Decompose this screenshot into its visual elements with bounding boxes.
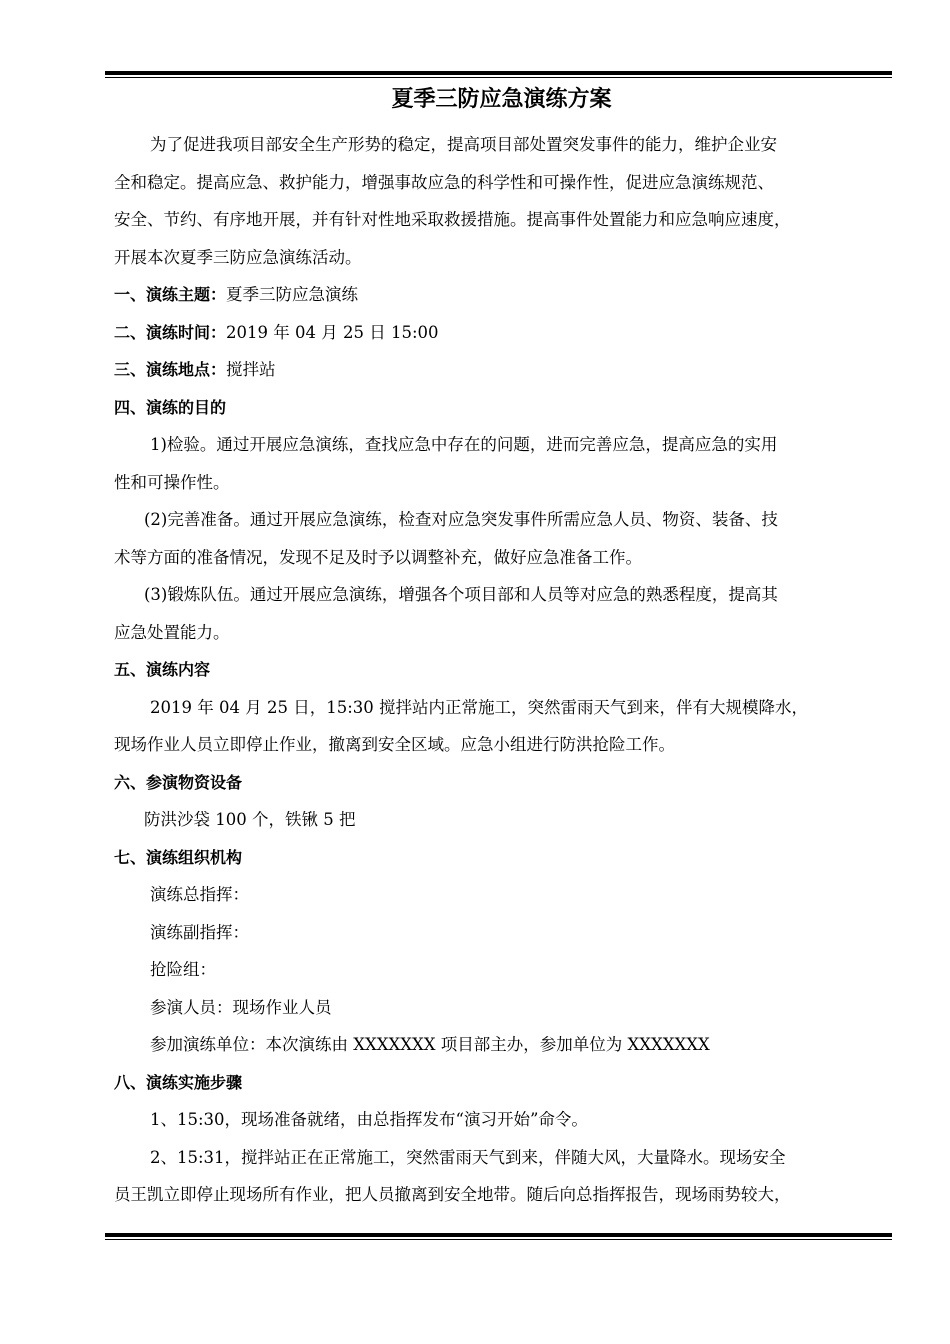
section-organization-heading: 七、演练组织机构 xyxy=(114,847,243,867)
section-time-value: 2019 年 04 月 25 日 15:00 xyxy=(226,322,439,342)
section-purpose-heading: 四、演练的目的 xyxy=(114,397,227,417)
section-location-label: 三、演练地点： xyxy=(114,360,227,379)
section-materials-heading: 六、参演物资设备 xyxy=(114,772,243,792)
header-rule xyxy=(105,71,892,78)
footer-rule xyxy=(105,1233,892,1240)
organization-item: 参演人员：现场作业人员 xyxy=(150,997,332,1017)
intro-paragraph xyxy=(114,126,889,276)
section-location-value: 搅拌站 xyxy=(226,360,276,379)
intro-line: 为了促进我项目部安全生产形势的稳定，提高项目部处置突发事件的能力，维护企业安 xyxy=(150,135,777,154)
intro-line: 全和稳定。提高应急、救护能力，增强事故应急的科学性和可操作性，促进应急演练规范、 xyxy=(114,172,774,192)
section-content-heading: 五、演练内容 xyxy=(114,660,211,679)
step-line: 员王凯立即停止现场所有作业，把人员撤离到安全地带。随后向总指挥报告，现场雨势较大， xyxy=(114,1185,791,1204)
step-item: 1、15:30，现场准备就绪，由总指挥发布“演习开始”命令。 xyxy=(150,1110,588,1129)
content-line: 2019 年 04 月 25 日，15:30 搅拌站内正常施工，突然雷雨天气到来，伴有大规模降水， xyxy=(150,697,809,717)
step-line: 2、15:31，搅拌站正在正常施工，突然雷雨天气到来，伴随大风，大量降水。现场安全 xyxy=(150,1147,786,1167)
section-theme xyxy=(114,276,889,314)
step-item xyxy=(114,1139,889,1214)
content-paragraph xyxy=(114,689,889,764)
section-theme-value: 夏季三防应急演练 xyxy=(226,285,359,304)
purpose-item xyxy=(114,501,889,576)
organization-item: 演练总指挥： xyxy=(150,885,249,904)
purpose-item-line: (3)锻炼队伍。通过开展应急演练，增强各个项目部和人员等对应急的熟悉程度，提高其 xyxy=(144,585,778,604)
purpose-item-line: 术等方面的准备情况，发现不足及时予以调整补充，做好应急准备工作。 xyxy=(114,547,642,567)
purpose-item-line: 性和可操作性。 xyxy=(114,472,230,492)
document-page xyxy=(114,80,889,1214)
purpose-item-line: 应急处置能力。 xyxy=(114,622,230,642)
purpose-item xyxy=(114,426,889,501)
intro-line: 安全、节约、有序地开展，并有针对性地采取救援措施。提高事件处置能力和应急响应速度， xyxy=(114,210,791,229)
purpose-item-line: (2)完善准备。通过开展应急演练，检查对应急突发事件所需应急人员、物资、装备、技 xyxy=(144,510,778,529)
section-location xyxy=(114,351,889,389)
organization-item: 参加演练单位：本次演练由 XXXXXXX 项目部主办，参加单位为 XXXXXXX xyxy=(150,1035,710,1054)
section-time xyxy=(114,314,889,352)
intro-line: 开展本次夏季三防应急演练活动。 xyxy=(114,247,362,267)
purpose-item-line: 1)检验。通过开展应急演练，查找应急中存在的问题，进而完善应急，提高应急的实用 xyxy=(150,435,778,454)
document-title: 夏季三防应急演练方案 xyxy=(391,87,612,112)
organization-item: 演练副指挥： xyxy=(150,922,249,942)
purpose-item xyxy=(114,576,889,651)
organization-item: 抢险组： xyxy=(150,960,216,979)
content-line: 现场作业人员立即停止作业，撤离到安全区域。应急小组进行防洪抢险工作。 xyxy=(114,735,675,754)
section-time-label: 二、演练时间： xyxy=(114,322,227,342)
section-theme-label: 一、演练主题： xyxy=(114,285,227,304)
materials-text: 防洪沙袋 100 个，铁锹 5 把 xyxy=(144,810,356,829)
section-steps-heading: 八、演练实施步骤 xyxy=(114,1072,243,1092)
